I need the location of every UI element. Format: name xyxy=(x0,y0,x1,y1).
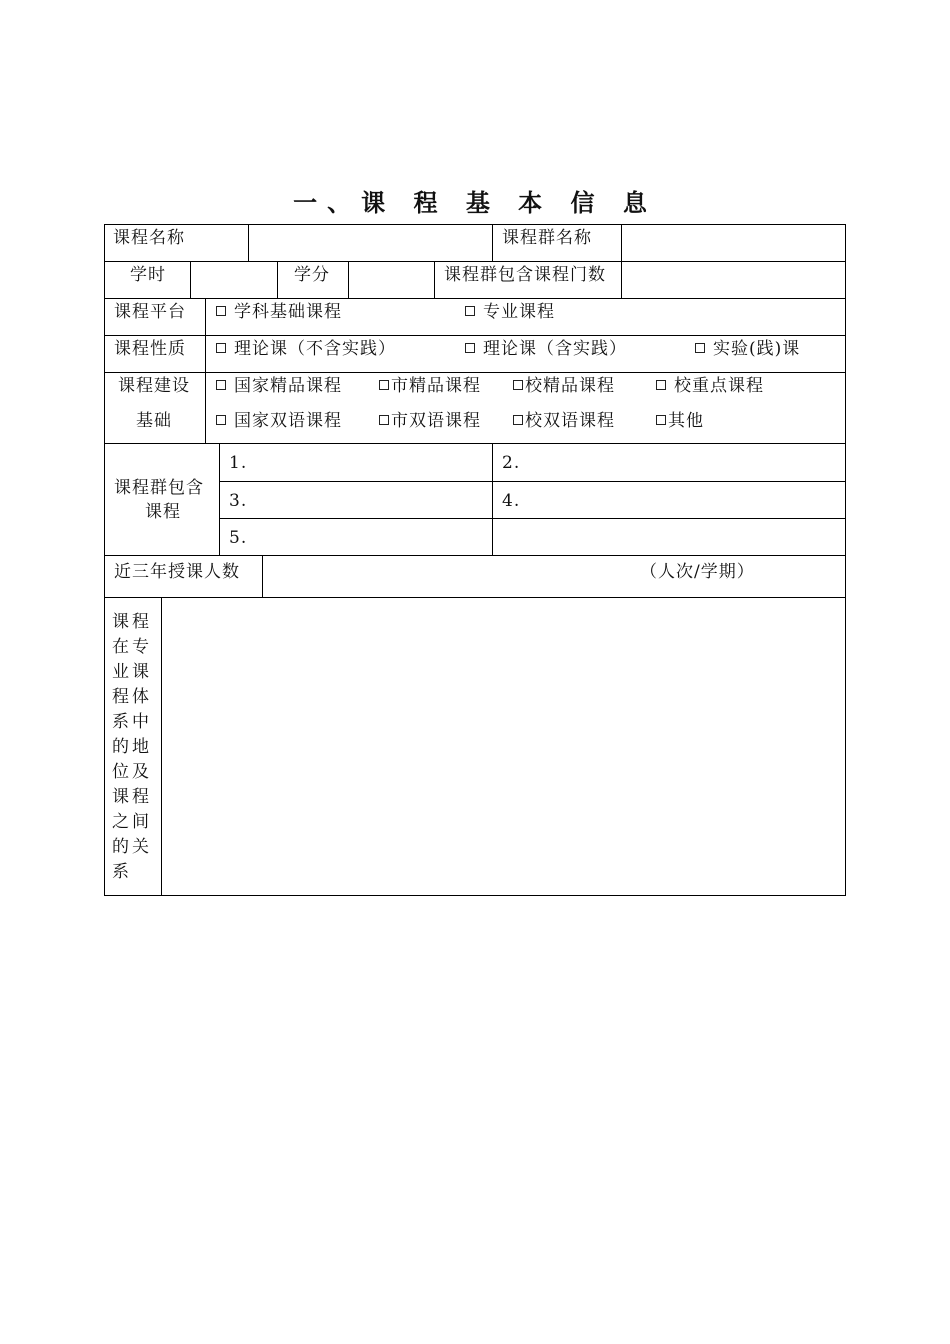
course-slot-1[interactable]: 1. xyxy=(229,453,248,473)
col-divider xyxy=(248,224,249,261)
row-divider xyxy=(104,261,846,262)
group-count-field[interactable] xyxy=(623,263,843,296)
construction-option[interactable]: 市双语课程 xyxy=(379,411,481,431)
includes-label-line2: 课程 xyxy=(145,502,181,522)
construction-label-line2: 基础 xyxy=(136,411,172,431)
row-divider xyxy=(104,555,846,556)
col-divider xyxy=(277,261,278,298)
col-divider xyxy=(161,597,162,896)
nature-option-lab[interactable]: 实验(践)课 xyxy=(695,339,800,359)
construction-option[interactable]: 市精品课程 xyxy=(379,376,481,396)
hours-field[interactable] xyxy=(192,263,276,296)
includes-label-line1: 课程群包含 xyxy=(114,478,204,498)
checkbox-icon[interactable] xyxy=(695,343,705,353)
course-slot-2[interactable]: 2. xyxy=(502,453,521,473)
course-slot-5[interactable]: 5. xyxy=(229,528,248,548)
construction-option[interactable]: 国家精品课程 xyxy=(216,376,342,396)
checkbox-icon[interactable] xyxy=(656,380,666,390)
row-divider xyxy=(104,443,846,444)
platform-option-discipline[interactable]: 学科基础课程 xyxy=(216,302,342,322)
checkbox-icon[interactable] xyxy=(216,380,226,390)
construction-option[interactable]: 其他 xyxy=(656,411,704,431)
checkbox-icon[interactable] xyxy=(216,415,226,425)
hours-label: 学时 xyxy=(130,265,166,285)
platform-option-major[interactable]: 专业课程 xyxy=(465,302,555,322)
row-divider xyxy=(104,298,846,299)
checkbox-icon[interactable] xyxy=(379,380,389,390)
checkbox-icon[interactable] xyxy=(216,343,226,353)
nature-option-theory-practice[interactable]: 理论课（含实践） xyxy=(465,339,627,359)
course-slot-4[interactable]: 4. xyxy=(502,491,521,511)
col-divider xyxy=(262,555,263,597)
row-divider xyxy=(219,518,846,519)
credits-field[interactable] xyxy=(350,263,433,296)
checkbox-icon[interactable] xyxy=(513,415,523,425)
construction-option[interactable]: 校精品课程 xyxy=(513,376,615,396)
col-divider xyxy=(205,298,206,443)
credits-label: 学分 xyxy=(294,265,330,285)
checkbox-icon[interactable] xyxy=(465,306,475,316)
enrollment-label: 近三年授课人数 xyxy=(114,562,240,582)
course-name-label: 课程名称 xyxy=(113,228,185,248)
col-divider xyxy=(434,261,435,298)
construction-option[interactable]: 校重点课程 xyxy=(656,376,764,396)
construction-option[interactable]: 国家双语课程 xyxy=(216,411,342,431)
row-divider xyxy=(104,372,846,373)
position-textarea[interactable] xyxy=(163,599,844,894)
construction-label-line1: 课程建设 xyxy=(118,376,190,396)
course-name-field[interactable] xyxy=(250,226,490,259)
enrollment-unit: （人次/学期） xyxy=(640,562,755,582)
col-divider xyxy=(219,443,220,555)
nature-label: 课程性质 xyxy=(114,339,186,359)
row-divider xyxy=(104,597,846,598)
col-divider xyxy=(190,261,191,298)
construction-option[interactable]: 校双语课程 xyxy=(513,411,615,431)
checkbox-icon[interactable] xyxy=(216,306,226,316)
nature-option-theory[interactable]: 理论课（不含实践） xyxy=(216,339,396,359)
col-divider xyxy=(492,443,493,555)
row-divider xyxy=(219,481,846,482)
col-divider xyxy=(348,261,349,298)
page-title: 一、课 程 基 本 信 息 xyxy=(293,189,657,217)
checkbox-icon[interactable] xyxy=(379,415,389,425)
enrollment-field[interactable] xyxy=(264,557,634,595)
col-divider xyxy=(492,224,493,261)
checkbox-icon[interactable] xyxy=(513,380,523,390)
position-label: 课程在专业课程体系中的地位及课程之间的关系 xyxy=(112,612,152,882)
group-count-label: 课程群包含课程门数 xyxy=(444,265,606,285)
group-name-label: 课程群名称 xyxy=(502,228,592,248)
col-divider xyxy=(621,224,622,298)
checkbox-icon[interactable] xyxy=(465,343,475,353)
group-name-field[interactable] xyxy=(623,226,843,259)
course-slot-3[interactable]: 3. xyxy=(229,491,248,511)
row-divider xyxy=(104,335,846,336)
platform-label: 课程平台 xyxy=(114,302,186,322)
checkbox-icon[interactable] xyxy=(656,415,666,425)
